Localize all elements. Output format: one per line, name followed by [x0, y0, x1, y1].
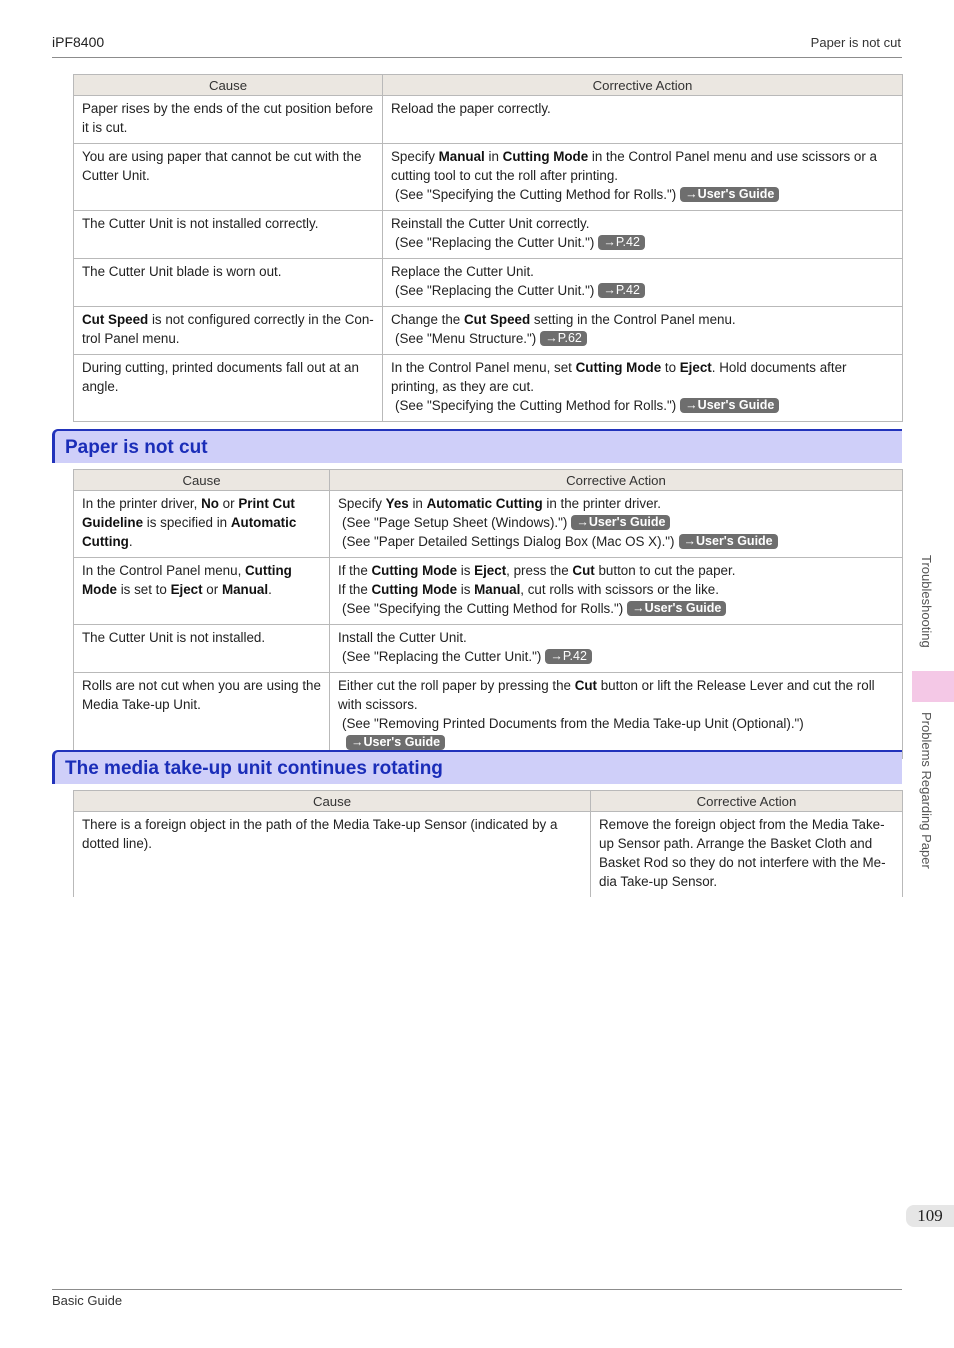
header-model: iPF8400: [52, 34, 105, 50]
table-row: [74, 491, 903, 558]
text-run: During cutting, printed documents fall out at an angle.: [82, 360, 359, 394]
action-text: [338, 628, 894, 647]
cause-cell: [74, 812, 591, 898]
corrective-action-cell: [383, 96, 903, 144]
action-text: [391, 99, 894, 118]
sidebar-subchapter-label: Problems Regarding Paper: [919, 712, 934, 869]
text-run: . Hold documents after printing, as they are cut.: [391, 360, 847, 394]
text-run: Paper rises by the ends of the cut position before it is cut.: [82, 101, 374, 135]
reference-line: [391, 329, 894, 348]
text-run: , press the: [506, 563, 573, 578]
text-run: Specify: [391, 149, 439, 164]
reference-line: [338, 647, 894, 666]
page-link[interactable]: →P.42: [598, 283, 645, 298]
section-heading-media-takeup: [52, 750, 902, 784]
table-row: [74, 259, 903, 307]
column-header-cause: Cause: [74, 791, 591, 812]
table-row: [74, 96, 903, 144]
footer-divider: [52, 1289, 902, 1290]
action-text: [391, 214, 894, 233]
text-run: Specify: [338, 496, 386, 511]
column-header-corrective-action: Corrective Action: [330, 470, 903, 491]
text-run: is specified in: [143, 515, 231, 530]
cutter-problems-table: [73, 74, 903, 422]
users-guide-link[interactable]: →User's Guide: [346, 735, 445, 750]
text-run: in the Control Panel menu and use scissors or a cutting tool to cut the roll after printing.: [391, 149, 877, 183]
text-run: Rolls are not cut when you are using the Media Take-up Unit.: [82, 678, 321, 712]
bold-term: No: [201, 496, 219, 511]
text-run: button to cut the paper.: [594, 563, 736, 578]
text-run: to: [661, 360, 680, 375]
reference-line: [338, 513, 894, 532]
corrective-action-cell: [330, 491, 903, 558]
bold-term: Cut: [574, 678, 598, 693]
table-row: [74, 144, 903, 211]
users-guide-link[interactable]: →User's Guide: [680, 187, 779, 202]
text-run: button or lift the Release Lever and cut the roll with scissors.: [338, 678, 875, 712]
reference-text: (See "Page Setup Sheet (Windows)."): [342, 515, 568, 530]
action-text: [599, 815, 894, 891]
page-link[interactable]: →P.42: [598, 235, 645, 250]
corrective-action-cell: [383, 144, 903, 211]
reference-text: (See "Specifying the Cutting Method for Rolls."): [342, 601, 624, 616]
text-run: , cut rolls with scissors or the like.: [520, 582, 719, 597]
corrective-action-cell: [383, 259, 903, 307]
bold-term: Manual: [221, 582, 269, 597]
action-text: [391, 358, 894, 396]
bold-term: Print Cut Guideline: [82, 496, 295, 530]
section-title: Paper is not cut: [65, 437, 208, 458]
text-run: If the: [338, 582, 372, 597]
text-run: .: [128, 534, 133, 549]
text-run: in: [408, 496, 427, 511]
reference-line: [391, 396, 894, 415]
text-run: In the printer driver,: [82, 496, 202, 511]
text-run: You are using paper that cannot be cut with the Cutter Unit.: [82, 149, 362, 183]
media-takeup-table: [73, 790, 903, 897]
bold-term: Automatic Cutting: [426, 496, 543, 511]
column-header-corrective-action: Corrective Action: [383, 75, 903, 96]
text-run: In the Control Panel menu,: [82, 563, 246, 578]
table-row: [74, 625, 903, 673]
text-run: The Cutter Unit blade is worn out.: [82, 264, 282, 279]
text-run: Change the: [391, 312, 464, 327]
action-text: [338, 494, 894, 513]
page-link[interactable]: →P.42: [545, 649, 592, 664]
reference-text: (See "Specifying the Cutting Method for Rolls."): [395, 187, 677, 202]
text-run: is not configured correctly in the Con-trol Panel menu.: [82, 312, 374, 346]
footer-title: Basic Guide: [52, 1293, 123, 1308]
users-guide-link[interactable]: →User's Guide: [680, 398, 779, 413]
text-run: The Cutter Unit is not installed correctly.: [82, 216, 319, 231]
text-run: Replace the Cutter Unit.: [391, 264, 534, 279]
text-run: If the: [338, 563, 372, 578]
column-header-corrective-action: Corrective Action: [591, 791, 903, 812]
header-divider: [52, 57, 902, 58]
table-row: [74, 812, 903, 898]
cause-cell: [74, 625, 330, 673]
text-run: Reload the paper correctly.: [391, 101, 551, 116]
text-run: In the Control Panel menu, set: [391, 360, 576, 375]
reference-line: [338, 714, 894, 752]
cause-cell: [74, 96, 383, 144]
action-text: [338, 561, 894, 599]
text-run: or: [202, 582, 222, 597]
table-row: [74, 355, 903, 422]
reference-line: [338, 532, 894, 551]
table-row: [74, 673, 903, 759]
reference-text: (See "Paper Detailed Settings Dialog Box (Mac OS X)."): [342, 534, 675, 549]
page-link[interactable]: →P.62: [540, 331, 587, 346]
reference-line: [391, 281, 894, 300]
text-run: The Cutter Unit is not installed.: [82, 630, 266, 645]
section-heading-paper-not-cut: [52, 429, 902, 463]
cause-cell: [74, 355, 383, 422]
bold-term: Cutting Mode: [371, 563, 458, 578]
bold-term: Cutting Mode: [502, 149, 589, 164]
bold-term: Cutting Mode: [82, 563, 292, 597]
cause-cell: [74, 673, 330, 759]
cause-cell: [74, 307, 383, 355]
text-run: .: [268, 582, 272, 597]
text-run: is: [457, 582, 475, 597]
text-run: in: [484, 149, 503, 164]
corrective-action-cell: [330, 673, 903, 759]
reference-text: (See "Specifying the Cutting Method for Rolls."): [395, 398, 677, 413]
reference-text: (See "Menu Structure."): [395, 331, 537, 346]
reference-text: (See "Replacing the Cutter Unit."): [395, 283, 595, 298]
bold-term: Manual: [438, 149, 485, 164]
bold-term: Manual: [474, 582, 521, 597]
reference-text: (See "Removing Printed Documents from the Media Take-up Unit (Optional)."): [342, 716, 804, 731]
cause-cell: [74, 259, 383, 307]
bold-term: Cut: [572, 563, 595, 578]
reference-line: [391, 233, 894, 252]
text-run: in the printer driver.: [542, 496, 661, 511]
text-run: is set to: [116, 582, 171, 597]
cause-cell: [74, 491, 330, 558]
action-text: [391, 310, 894, 329]
bold-term: Cut Speed: [82, 312, 149, 327]
bold-term: Eject: [679, 360, 712, 375]
text-run: setting in the Control Panel menu.: [530, 312, 736, 327]
table-row: [74, 558, 903, 625]
text-run: There is a foreign object in the path of the Media Take-up Sensor (indicated by a dotted line).: [82, 817, 558, 851]
corrective-action-cell: [383, 307, 903, 355]
action-text: [391, 147, 894, 185]
cause-cell: [74, 558, 330, 625]
bold-term: Yes: [385, 496, 409, 511]
text-run: or: [218, 496, 239, 511]
table-row: [74, 211, 903, 259]
text-run: Reinstall the Cutter Unit correctly.: [391, 216, 590, 231]
corrective-action-cell: [383, 211, 903, 259]
bold-term: Cutting Mode: [575, 360, 662, 375]
header-section-title: Paper is not cut: [810, 35, 901, 50]
action-text: [391, 262, 894, 281]
page-number: 109: [906, 1205, 954, 1227]
text-run: Either cut the roll paper by pressing the: [338, 678, 575, 693]
reference-text: (See "Replacing the Cutter Unit."): [342, 649, 542, 664]
paper-not-cut-table: [73, 469, 903, 759]
corrective-action-cell: [591, 812, 903, 898]
reference-text: (See "Replacing the Cutter Unit."): [395, 235, 595, 250]
cause-cell: [74, 144, 383, 211]
reference-line: [391, 185, 894, 204]
action-text: [338, 676, 894, 714]
reference-line: [338, 599, 894, 618]
users-guide-link[interactable]: →User's Guide: [627, 601, 726, 616]
users-guide-link[interactable]: →User's Guide: [679, 534, 778, 549]
bold-term: Eject: [474, 563, 507, 578]
text-run: Install the Cutter Unit.: [338, 630, 467, 645]
bold-term: Cutting Mode: [371, 582, 458, 597]
table-row: [74, 307, 903, 355]
corrective-action-cell: [330, 558, 903, 625]
bold-term: Eject: [170, 582, 203, 597]
text-run: Remove the foreign object from the Media Take-up Sensor path. Arrange the Basket Cloth and Basket Rod so they do not interfere with the Me-dia Take-up Sensor.: [599, 817, 886, 889]
bold-term: Cut Speed: [463, 312, 531, 327]
cause-cell: [74, 211, 383, 259]
section-title: The media take-up unit continues rotating: [65, 758, 443, 779]
corrective-action-cell: [383, 355, 903, 422]
sidebar-chapter-label: Troubleshooting: [919, 555, 934, 648]
column-header-cause: Cause: [74, 470, 330, 491]
users-guide-link[interactable]: →User's Guide: [571, 515, 670, 530]
bold-term: Automatic Cutting: [82, 515, 297, 549]
sidebar-chapter-tab[interactable]: [912, 671, 954, 702]
column-header-cause: Cause: [74, 75, 383, 96]
text-run: is: [457, 563, 475, 578]
corrective-action-cell: [330, 625, 903, 673]
